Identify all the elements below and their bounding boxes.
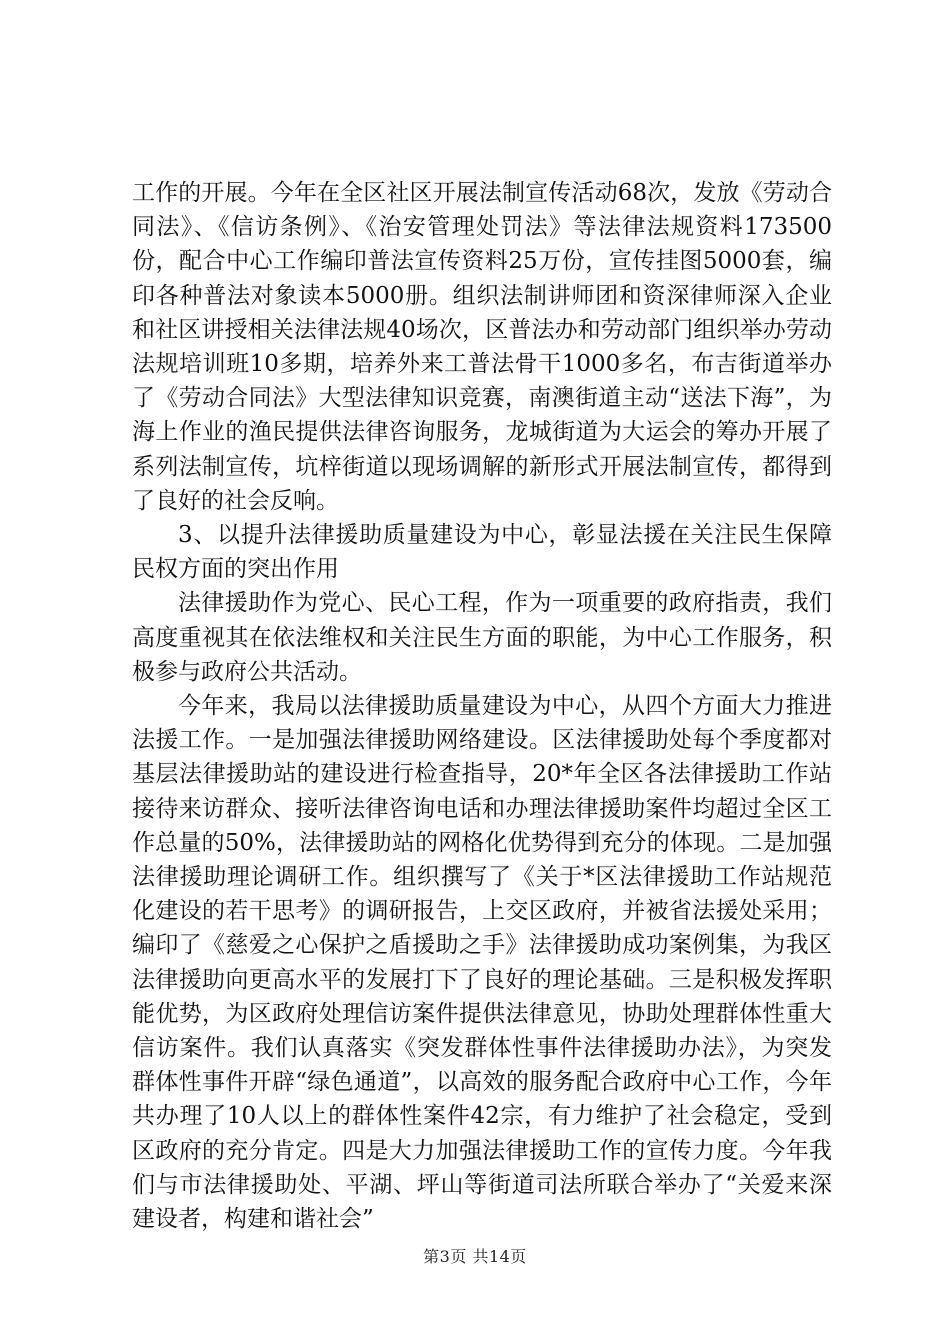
document-body xyxy=(132,176,832,1236)
paragraph-legal-aid-details: 今年来，我局以法律援助质量建设为中心，从四个方面大力推进法援工作。一是加强法律援助网络建设。区法律援助处每个季度都对基层法律援助站的建设进行检查指导，20*年全区各法律援助工作站接待来访群众、接听法律咨询电话和办理法律援助案件均超过全区工作总量的50%，法律援助站的网格化优势得到充分的体现。二是加强法律援助理论调研工作。组织撰写了《关于*区法律援助工作站规范化建设的若干思考》的调研报告，上交区政府，并被省法援处采用；编印了《慈爱之心保护之盾援助之手》法律援助成功案例集，为我区法律援助向更高水平的发展打下了良好的理论基础。三是积极发挥职能优势，为区政府处理信访案件提供法律意见，协助处理群体性重大信访案件。我们认真落实《突发群体性事件法律援助办法》，为突发群体性事件开辟“绿色通道”，以高效的服务配合政府中心工作，今年共办理了10人以上的群体性案件42宗，有力维护了社会稳定，受到区政府的充分肯定。四是大力加强法律援助工作的宣传力度。今年我们与市法律援助处、平湖、坪山等街道司法所联合举办了“关爱来深建设者，构建和谐社会” xyxy=(132,693,832,1233)
page-number-footer: 第3页 共14页 xyxy=(423,1247,527,1266)
section-heading-3: 3、以提升法律援助质量建设为中心，彰显法援在关注民生保障民权方面的突出作用 xyxy=(132,522,832,583)
paragraph-continuation: 工作的开展。今年在全区社区开展法制宣传活动68次，发放《劳动合同法》、《信访条例》、《治安管理处罚法》等法律法规资料173500份，配合中心工作编印普法宣传资料25万份，宣传挂图5000套，编印各种普法对象读本5000册。组织法制讲师团和资深律师深入企业和社区讲授相关法律法规40场次，区普法办和劳动部门组织举办劳动法规培训班10多期，培养外来工普法骨干1000多名，布吉街道举办了《劳动合同法》大型法律知识竞赛，南澳街道主动“送法下海”，为海上作业的渔民提供法律咨询服务，龙城街道为大运会的筹办开展了系列法制宣传，坑梓街道以现场调解的新形式开展法制宣传，都得到了良好的社会反响。 xyxy=(132,180,832,514)
paragraph-legal-aid-intro: 法律援助作为党心、民心工程，作为一项重要的政府指责，我们高度重视其在依法维权和关注民生方面的职能，为中心工作服务，积极参与政府公共活动。 xyxy=(132,590,832,685)
